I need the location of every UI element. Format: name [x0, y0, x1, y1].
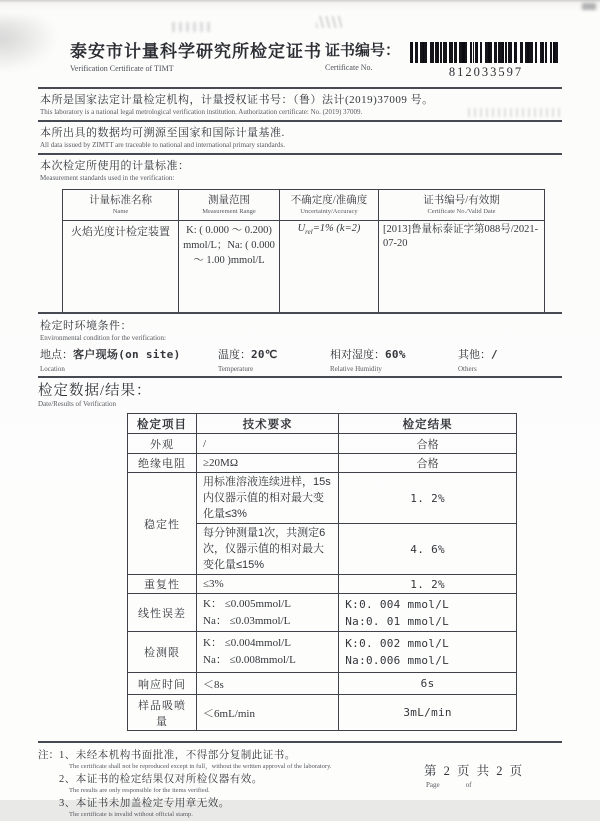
result-cell: 6s: [339, 673, 517, 695]
note-item: 2、本证书的检定结果仅对所检仪器有效。 The results are only responsible for the items verified.: [59, 774, 263, 794]
statement-text-english: This laboratory is a national legal metrological verification institution. Authorization certificate: No. (2019) 37009.: [40, 108, 363, 116]
requirement-cell: ≥20MΩ: [197, 454, 339, 473]
table-row-repeatability: [128, 575, 517, 594]
field-label-english: Temperature: [218, 365, 254, 373]
table-row-appearance: [128, 434, 517, 454]
column-header-certificate: 证书编号/有效期 Certificate No./Valid Date: [379, 190, 545, 221]
requirement-cell: 用标准溶液连续进样，15s内仪器示值的相对最大变化量≤3%: [197, 473, 339, 524]
title-block: [70, 42, 322, 73]
section-title-english: Date/Results of Verification: [38, 400, 117, 408]
measurement-range-cell: K: ( 0.000 ～ 0.200) mmol/L；Na: ( 0.000 ～ 1.00 )mmol/L: [179, 221, 280, 313]
field-label: 温度：: [218, 349, 251, 361]
statement-text-english: Measurement standards used in the verification:: [40, 174, 175, 182]
field-label: 其他：: [458, 349, 491, 361]
column-header-range: 测量范围 Measurement Range: [179, 190, 280, 221]
statement-text: 本所是国家法定计量检定机构，计量授权证书号：（鲁）法计(2019)37009 号。: [40, 94, 434, 106]
column-header-item: 检定项目: [128, 414, 197, 434]
note-item: 3、本证书未加盖检定专用章无效。 The certificate is invalid without official stamp.: [59, 798, 230, 818]
result-cell: K:0. 004 mmol/L Na:0. 01 mmol/L: [339, 594, 517, 632]
field-value: 客户现场(on site): [73, 348, 181, 361]
item-cell: 样品吸喷量: [128, 695, 197, 731]
environment-section-title: [38, 314, 562, 343]
statement-standards-used: [38, 155, 562, 186]
item-cell: 绝缘电阻: [128, 454, 197, 473]
verification-results-table: [127, 413, 517, 731]
result-cell: 合格: [339, 454, 517, 473]
certificate-number-label-english: Certificate No.: [324, 63, 373, 72]
footer: [38, 749, 562, 821]
result-cell: 1. 2%: [339, 575, 517, 594]
standard-certificate-cell: [2013]鲁量标泰证字第088号/2021-07-20: [379, 221, 545, 313]
requirement-cell: K： ≤0.004mmol/L Na： ≤0.008mmol/L: [197, 632, 339, 673]
barcode-block: [410, 42, 562, 80]
field-label-english: Relative Humidity: [330, 365, 382, 373]
statement-traceability: [38, 122, 562, 153]
scan-corner-artifact: [582, 3, 596, 10]
column-header-requirement: 技术要求: [197, 414, 339, 434]
field-value: /: [491, 348, 498, 361]
page-title: 泰安市计量科学研究所检定证书: [70, 42, 322, 61]
certificate-number-value: 812033597: [448, 65, 524, 79]
section-title: 检定时环境条件：: [40, 320, 132, 332]
divider: [38, 741, 562, 743]
table-row: [63, 221, 545, 313]
table-row-insulation: [128, 454, 517, 473]
page-label-english: Page: [426, 781, 440, 789]
barcode: [410, 42, 560, 63]
field-label: 地点：: [40, 349, 73, 361]
page-number: 第 2 页 共 2 页: [424, 764, 525, 778]
certificate-number-labels: [325, 42, 400, 72]
result-cell: 3mL/min: [339, 695, 517, 731]
env-field-humidity: [330, 348, 458, 373]
standard-name-cell: 火焰光度计检定装置: [63, 221, 179, 313]
requirement-cell: ＜8s: [197, 673, 339, 695]
page-title-english: Verification Certificate of TIMT: [70, 64, 174, 73]
env-field-others: [458, 348, 562, 373]
item-cell: 响应时间: [128, 673, 197, 695]
note-item: 1、未经本机构书面批准，不得部分复制此证书。 The certificate shall not be reproduced except in full，without the written approval of the laboratory.: [59, 750, 332, 770]
environment-fields: [38, 348, 562, 373]
field-value: 60%: [385, 348, 406, 361]
requirement-cell: /: [197, 434, 339, 454]
table-header-row: [128, 414, 517, 434]
result-cell: K:0. 002 mmol/L Na:0.006 mmol/L: [339, 632, 517, 673]
statement-text: 本次检定所使用的计量标准：: [40, 160, 190, 172]
table-row-response-time: [128, 673, 517, 695]
item-cell: 外观: [128, 434, 197, 454]
field-label-english: Location: [40, 365, 65, 373]
result-cell: 4. 6%: [339, 524, 517, 575]
requirement-cell: 每分钟测量1次，共测定6次，仪器示值的相对最大变化量≤15%: [197, 524, 339, 575]
requirement-cell: ≤3%: [197, 575, 339, 594]
item-cell: 重复性: [128, 575, 197, 594]
measurement-standards-table: [62, 189, 545, 313]
result-cell: 合格: [339, 434, 517, 454]
page-indicator: [424, 761, 524, 789]
field-label: 相对湿度：: [330, 349, 385, 361]
certificate-number-label: 证书编号：: [324, 43, 400, 59]
table-row-detection-limit: [128, 632, 517, 673]
results-section-title: [38, 378, 562, 409]
field-value: 20℃: [251, 348, 278, 361]
table-row-linearity: [128, 594, 517, 632]
statement-text: 本所出具的数据均可溯源至国家和国际计量基准.: [40, 127, 285, 139]
notes-prefix: 注：: [38, 750, 59, 761]
item-cell: 稳定性: [128, 473, 197, 575]
column-header-uncertainty: 不确定度/准确度 Uncertainty/Accuracy: [280, 190, 379, 221]
uncertainty-cell: $U_{rel}=1\%$ (k=2): [280, 221, 379, 313]
item-cell: 检测限: [128, 632, 197, 673]
requirement-cell: ＜6mL/min: [197, 695, 339, 731]
column-header-result: 检定结果: [339, 414, 517, 434]
requirement-cell: K： ≤0.005mmol/L Na： ≤0.03mmol/L: [197, 594, 339, 632]
env-field-location: [40, 348, 218, 373]
statement-text-english: All data issued by ZIMTT are traceable to national and international primary standards.: [40, 141, 285, 149]
section-title-english: Environmental condition for the verification:: [40, 334, 166, 342]
column-header-name: 计量标准名称 Name: [63, 190, 179, 221]
section-title: 检定数据/结果：: [38, 383, 152, 399]
certificate-header: [38, 0, 562, 80]
env-field-temperature: [218, 348, 330, 373]
table-header-row: [63, 190, 545, 221]
of-label-english: of: [465, 781, 472, 789]
item-cell: 线性误差: [128, 594, 197, 632]
field-label-english: Others: [458, 365, 477, 373]
table-row-stability-1: [128, 473, 517, 524]
table-row-aspiration-rate: [128, 695, 517, 731]
certificate-number-block: [325, 42, 562, 80]
statement-authorization: [38, 89, 562, 120]
result-cell: 1. 2%: [339, 473, 517, 524]
